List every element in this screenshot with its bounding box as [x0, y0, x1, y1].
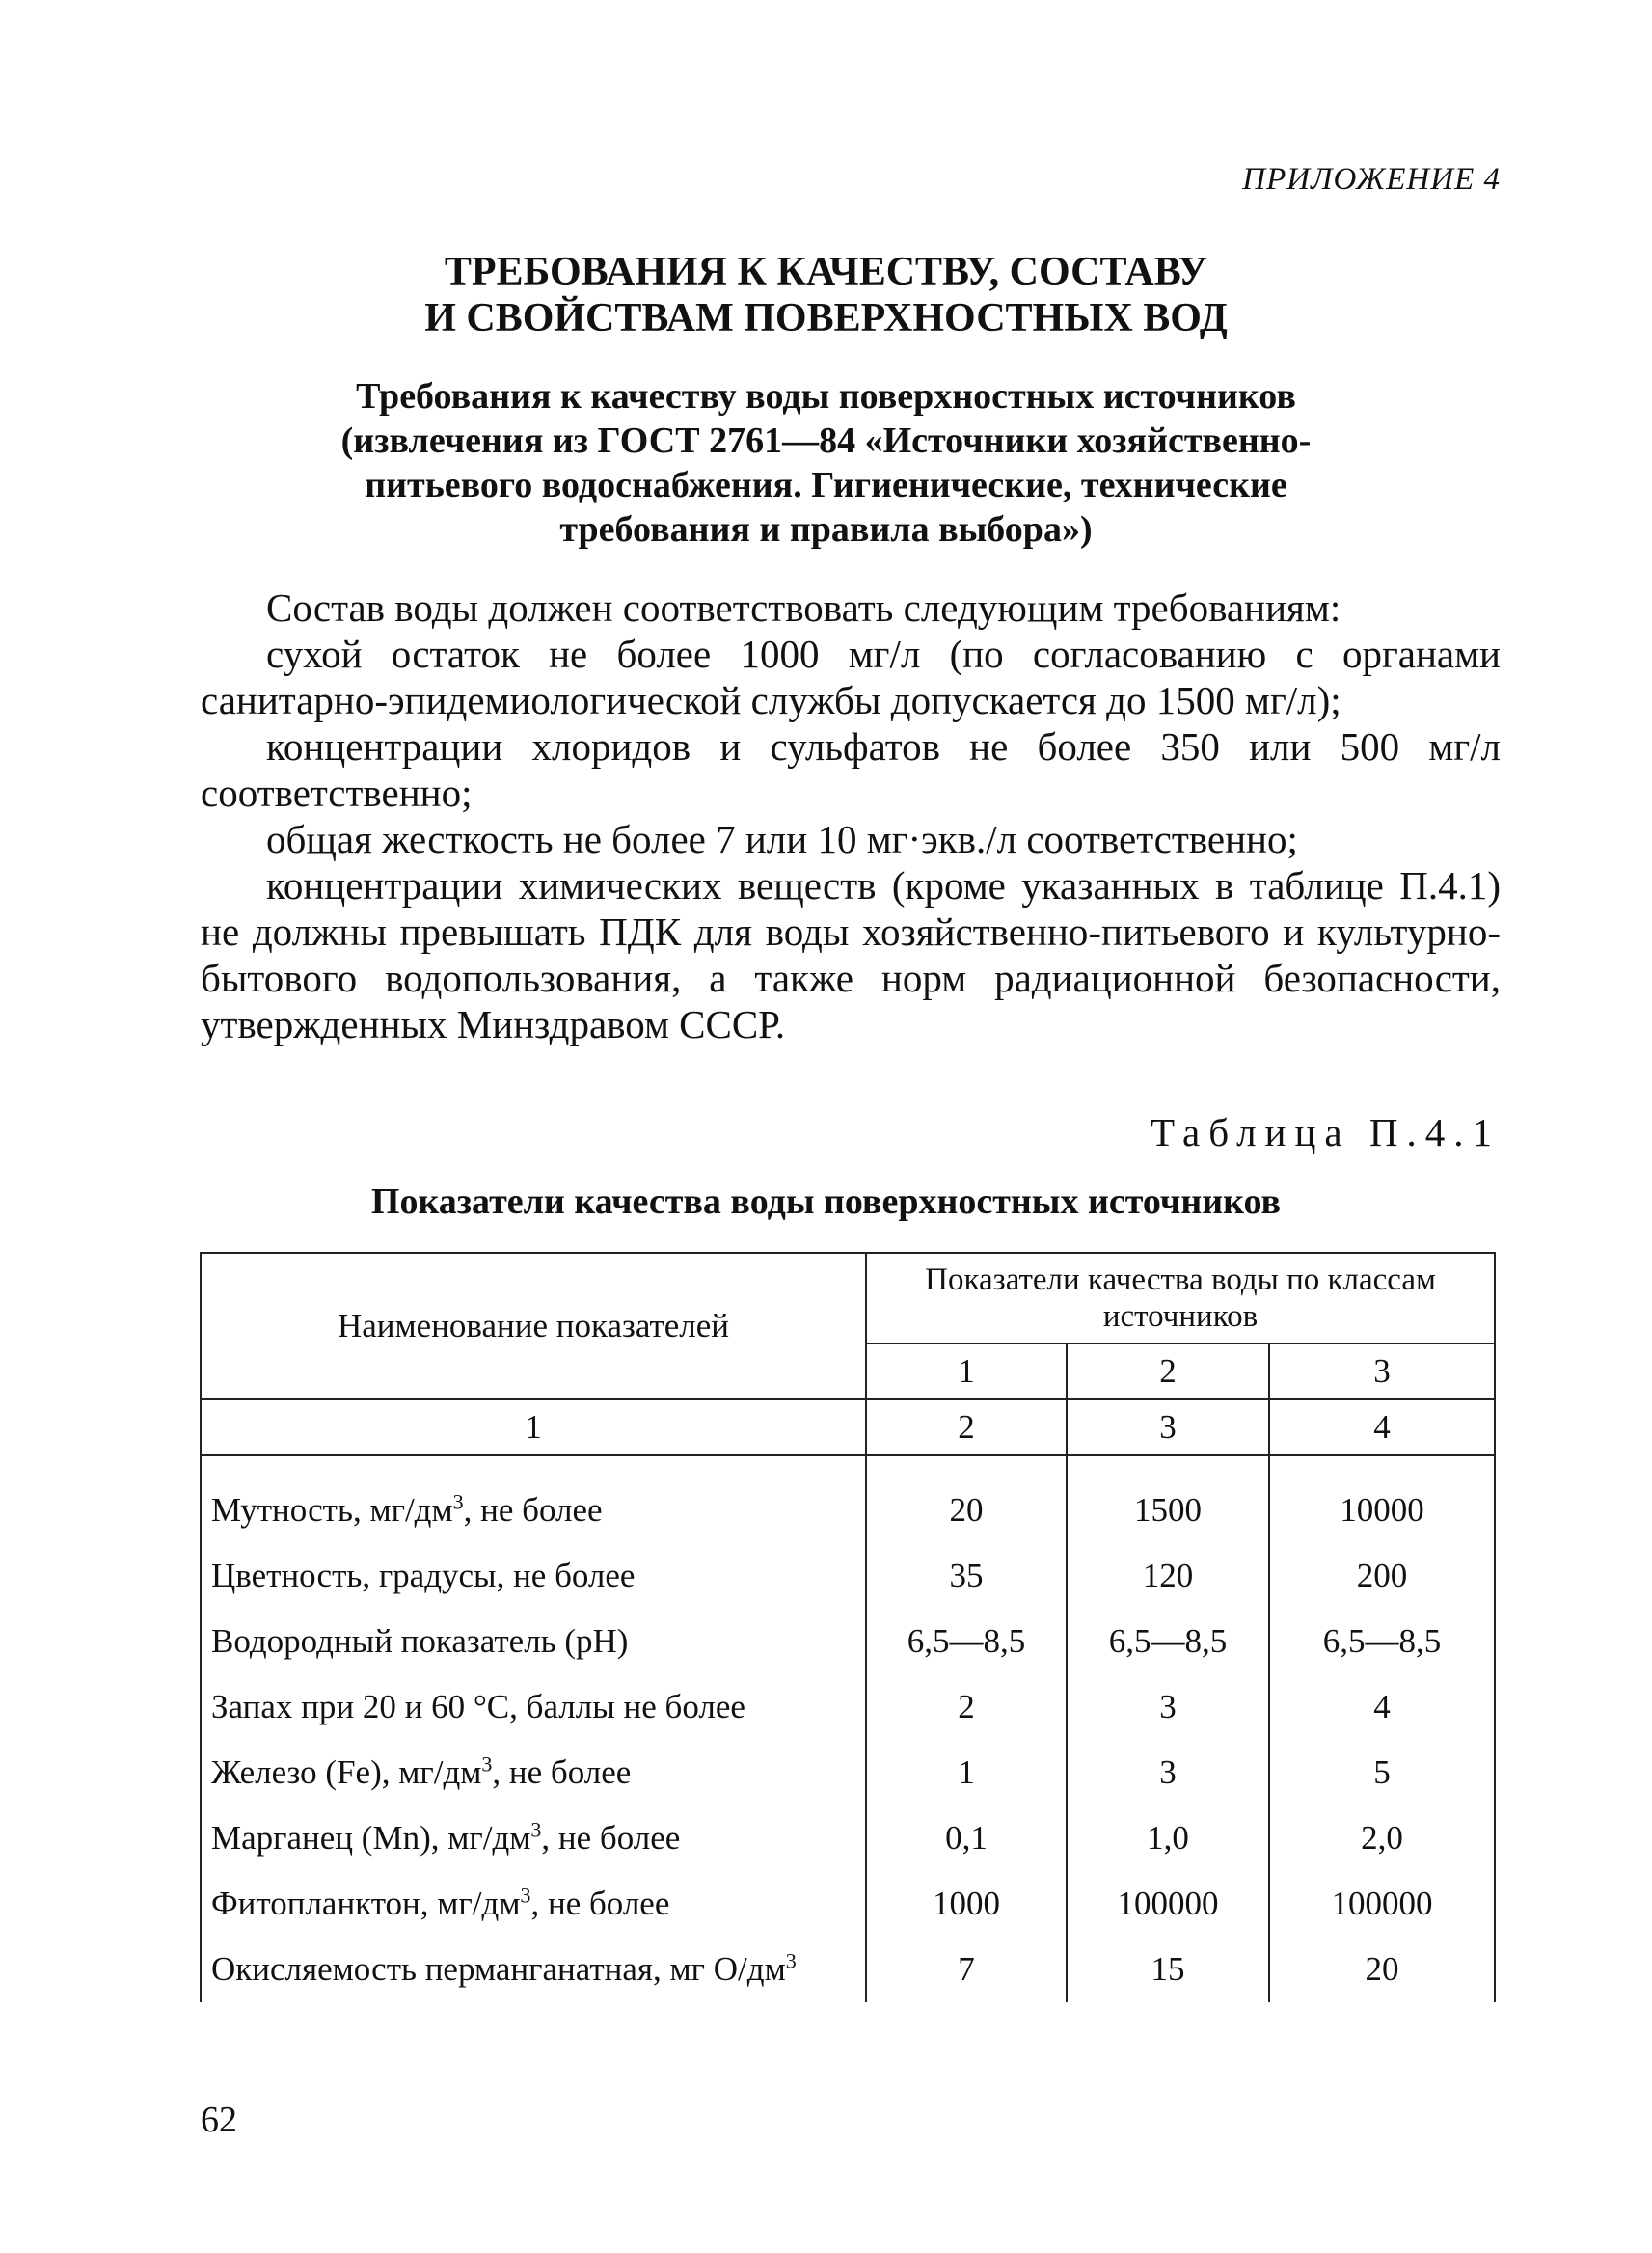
row-value: 1,0 [1067, 1805, 1269, 1871]
row-name: Железо (Fe), $мг/дм^3$, не более [201, 1740, 866, 1805]
row-value: 2 [866, 1674, 1067, 1740]
column-number: 1 [201, 1399, 866, 1455]
row-name: Мутность, $мг/дм^3$, не более [201, 1478, 866, 1543]
table-label: Таблица П.4.1 [1151, 1110, 1501, 1154]
header-group: Показатели качества воды по классам источников [866, 1253, 1495, 1344]
row-value: 1 [866, 1740, 1067, 1805]
row-name: Фитопланктон, $мг/дм^3$, не более [201, 1871, 866, 1937]
page-number: 62 [201, 2100, 237, 2140]
appendix-label: ПРИЛОЖЕНИЕ 4 [1242, 162, 1501, 197]
table-row [201, 1805, 1495, 1871]
row-value: 4 [1269, 1674, 1495, 1740]
table-row [201, 1674, 1495, 1740]
paragraph: концентрации хлоридов и сульфатов не более 350 или 500 мг/л соответственно; [201, 724, 1501, 815]
row-value: 35 [866, 1543, 1067, 1609]
row-name: Водородный показатель (pH) [201, 1609, 866, 1674]
paragraph: сухой остаток не более 1000 мг/л (по согласованию с органами санитарно-эпидемиологической службы допускается до 1500 мг/л); [201, 632, 1501, 722]
header-name: Наименование показателей [201, 1253, 866, 1399]
row-name: Цветность, градусы, не более [201, 1543, 866, 1609]
row-value: 10000 [1269, 1478, 1495, 1543]
quality-table [200, 1252, 1496, 2002]
row-value: 20 [1269, 1937, 1495, 2002]
main-title [0, 249, 1652, 341]
row-value: 0,1 [866, 1805, 1067, 1871]
row-name: Запах при 20 и 60 °С, баллы не более [201, 1674, 866, 1740]
row-value: 5 [1269, 1740, 1495, 1805]
row-name: Марганец (Mn), $мг/дм^3$, не более [201, 1805, 866, 1871]
row-value: 3 [1067, 1740, 1269, 1805]
paragraph: концентрации химических веществ (кроме указанных в таблице П.4.1) не должны превышать ПДК для воды хозяйственно-питьевого и культурно-бытового водопользования, а также норм радиационной безопасности, утвержденных Минздравом СССР. [201, 863, 1501, 1046]
table-title: Показатели качества воды поверхностных источников [370, 1181, 1282, 1222]
row-value: 2,0 [1269, 1805, 1495, 1871]
row-value: 100000 [1269, 1871, 1495, 1937]
row-name: Окисляемость перманганатная, мг $О/дм^3$ [201, 1937, 866, 2002]
row-value: 200 [1269, 1543, 1495, 1609]
table-row [201, 1937, 1495, 2002]
row-value: 6,5—8,5 [1067, 1609, 1269, 1674]
sub-title-line: требования и правила выбора») [559, 509, 1093, 550]
sub-title-line: питьевого водоснабжения. Гигиенические, технические [365, 465, 1287, 505]
class-header: 1 [866, 1344, 1067, 1399]
class-header: 2 [1067, 1344, 1269, 1399]
main-title-line: ТРЕБОВАНИЯ К КАЧЕСТВУ, СОСТАВУ [444, 250, 1208, 294]
table-row [201, 1478, 1495, 1543]
paragraph: общая жесткость не более 7 или 10 мг·экв./л соответственно; [266, 817, 1298, 861]
row-value: 7 [866, 1937, 1067, 2002]
table-row [201, 1543, 1495, 1609]
row-value: 120 [1067, 1543, 1269, 1609]
sub-title-line: Требования к качеству воды поверхностных источников [356, 376, 1296, 417]
row-value: 1500 [1067, 1478, 1269, 1543]
column-number: 3 [1067, 1399, 1269, 1455]
row-value: 100000 [1067, 1871, 1269, 1937]
row-value: 3 [1067, 1674, 1269, 1740]
sub-title-line: (извлечения из ГОСТ 2761—84 «Источники хозяйственно- [340, 421, 1312, 461]
row-value: 1000 [866, 1871, 1067, 1937]
body-text [201, 584, 1501, 1047]
row-value: 15 [1067, 1937, 1269, 2002]
main-title-line: И СВОЙСТВАМ ПОВЕРХНОСТНЫХ ВОД [424, 296, 1228, 340]
table-row [201, 1609, 1495, 1674]
row-value: 6,5—8,5 [1269, 1609, 1495, 1674]
table-row [201, 1871, 1495, 1937]
row-value: 20 [866, 1478, 1067, 1543]
column-number: 2 [866, 1399, 1067, 1455]
paragraph: Состав воды должен соответствовать следующим требованиям: [266, 585, 1341, 630]
column-number: 4 [1269, 1399, 1495, 1455]
sub-title [0, 374, 1652, 552]
class-header: 3 [1269, 1344, 1495, 1399]
row-value: 6,5—8,5 [866, 1609, 1067, 1674]
table-row [201, 1740, 1495, 1805]
